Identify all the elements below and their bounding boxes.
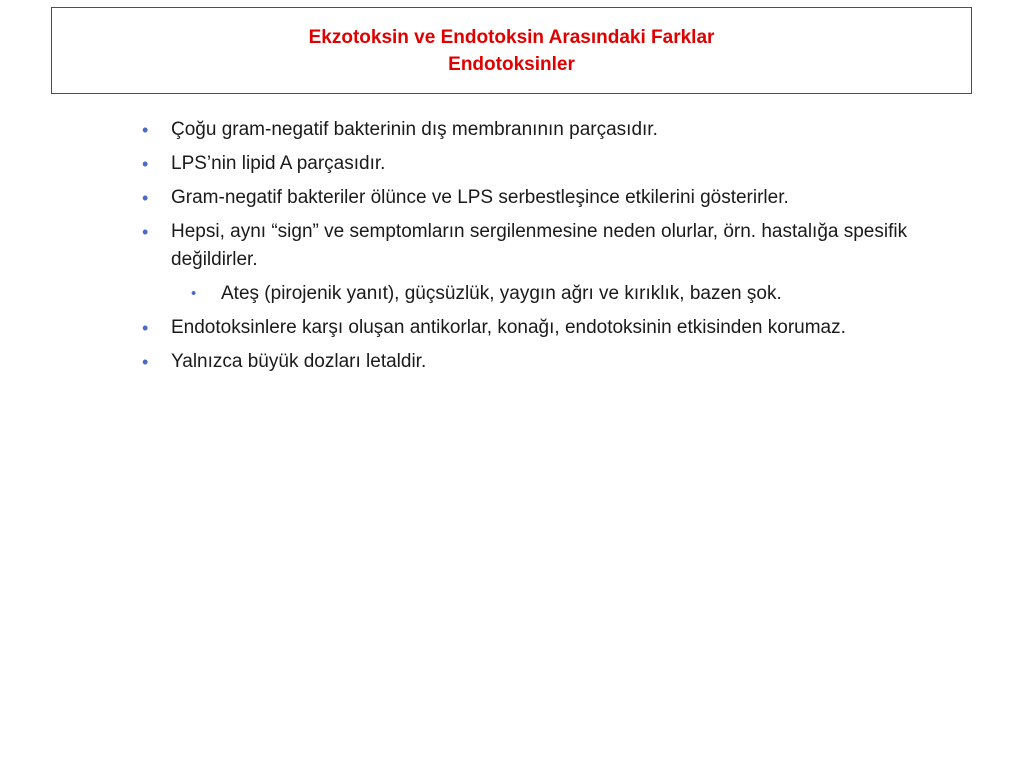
- bullet-text: Ateş (pirojenik yanıt), güçsüzlük, yaygın ağrı ve kırıklık, bazen şok.: [221, 283, 782, 304]
- bullet-text: Endotoksinlere karşı oluşan antikorlar, konağı, endotoksinin etkisinden korumaz.: [171, 317, 846, 338]
- bullet-item: [140, 218, 940, 274]
- slide-title-box: [51, 7, 972, 94]
- bullet-marker-icon: •: [191, 285, 197, 302]
- bullet-marker-icon: •: [142, 120, 149, 140]
- bullet-item: [140, 150, 940, 178]
- bullet-marker-icon: •: [142, 222, 149, 242]
- bullet-marker-icon: •: [142, 318, 149, 338]
- bullet-marker-icon: •: [142, 352, 149, 372]
- bullet-text: Çoğu gram-negatif bakterinin dış membranının parçasıdır.: [171, 119, 658, 140]
- bullet-text: Yalnızca büyük dozları letaldir.: [171, 351, 427, 372]
- bullet-item: [140, 184, 940, 212]
- bullet-item: [140, 116, 940, 144]
- slide-title: Ekzotoksin ve Endotoksin Arasındaki Farklar: [308, 26, 715, 48]
- bullet-text: Gram-negatif bakteriler ölünce ve LPS serbestleşince etkilerini gösterirler.: [171, 187, 789, 208]
- slide-subtitle: Endotoksinler: [448, 53, 575, 75]
- bullet-marker-icon: •: [142, 154, 149, 174]
- bullet-list: [140, 116, 940, 382]
- bullet-text: Hepsi, aynı “sign” ve semptomların sergilenmesine neden olurlar, örn. hastalığa spesifik değildirler.: [171, 221, 908, 270]
- bullet-item: [140, 314, 940, 342]
- bullet-marker-icon: •: [142, 188, 149, 208]
- bullet-text: LPS’nin lipid A parçasıdır.: [171, 153, 386, 174]
- bullet-item: [140, 348, 940, 376]
- bullet-item: [140, 280, 940, 308]
